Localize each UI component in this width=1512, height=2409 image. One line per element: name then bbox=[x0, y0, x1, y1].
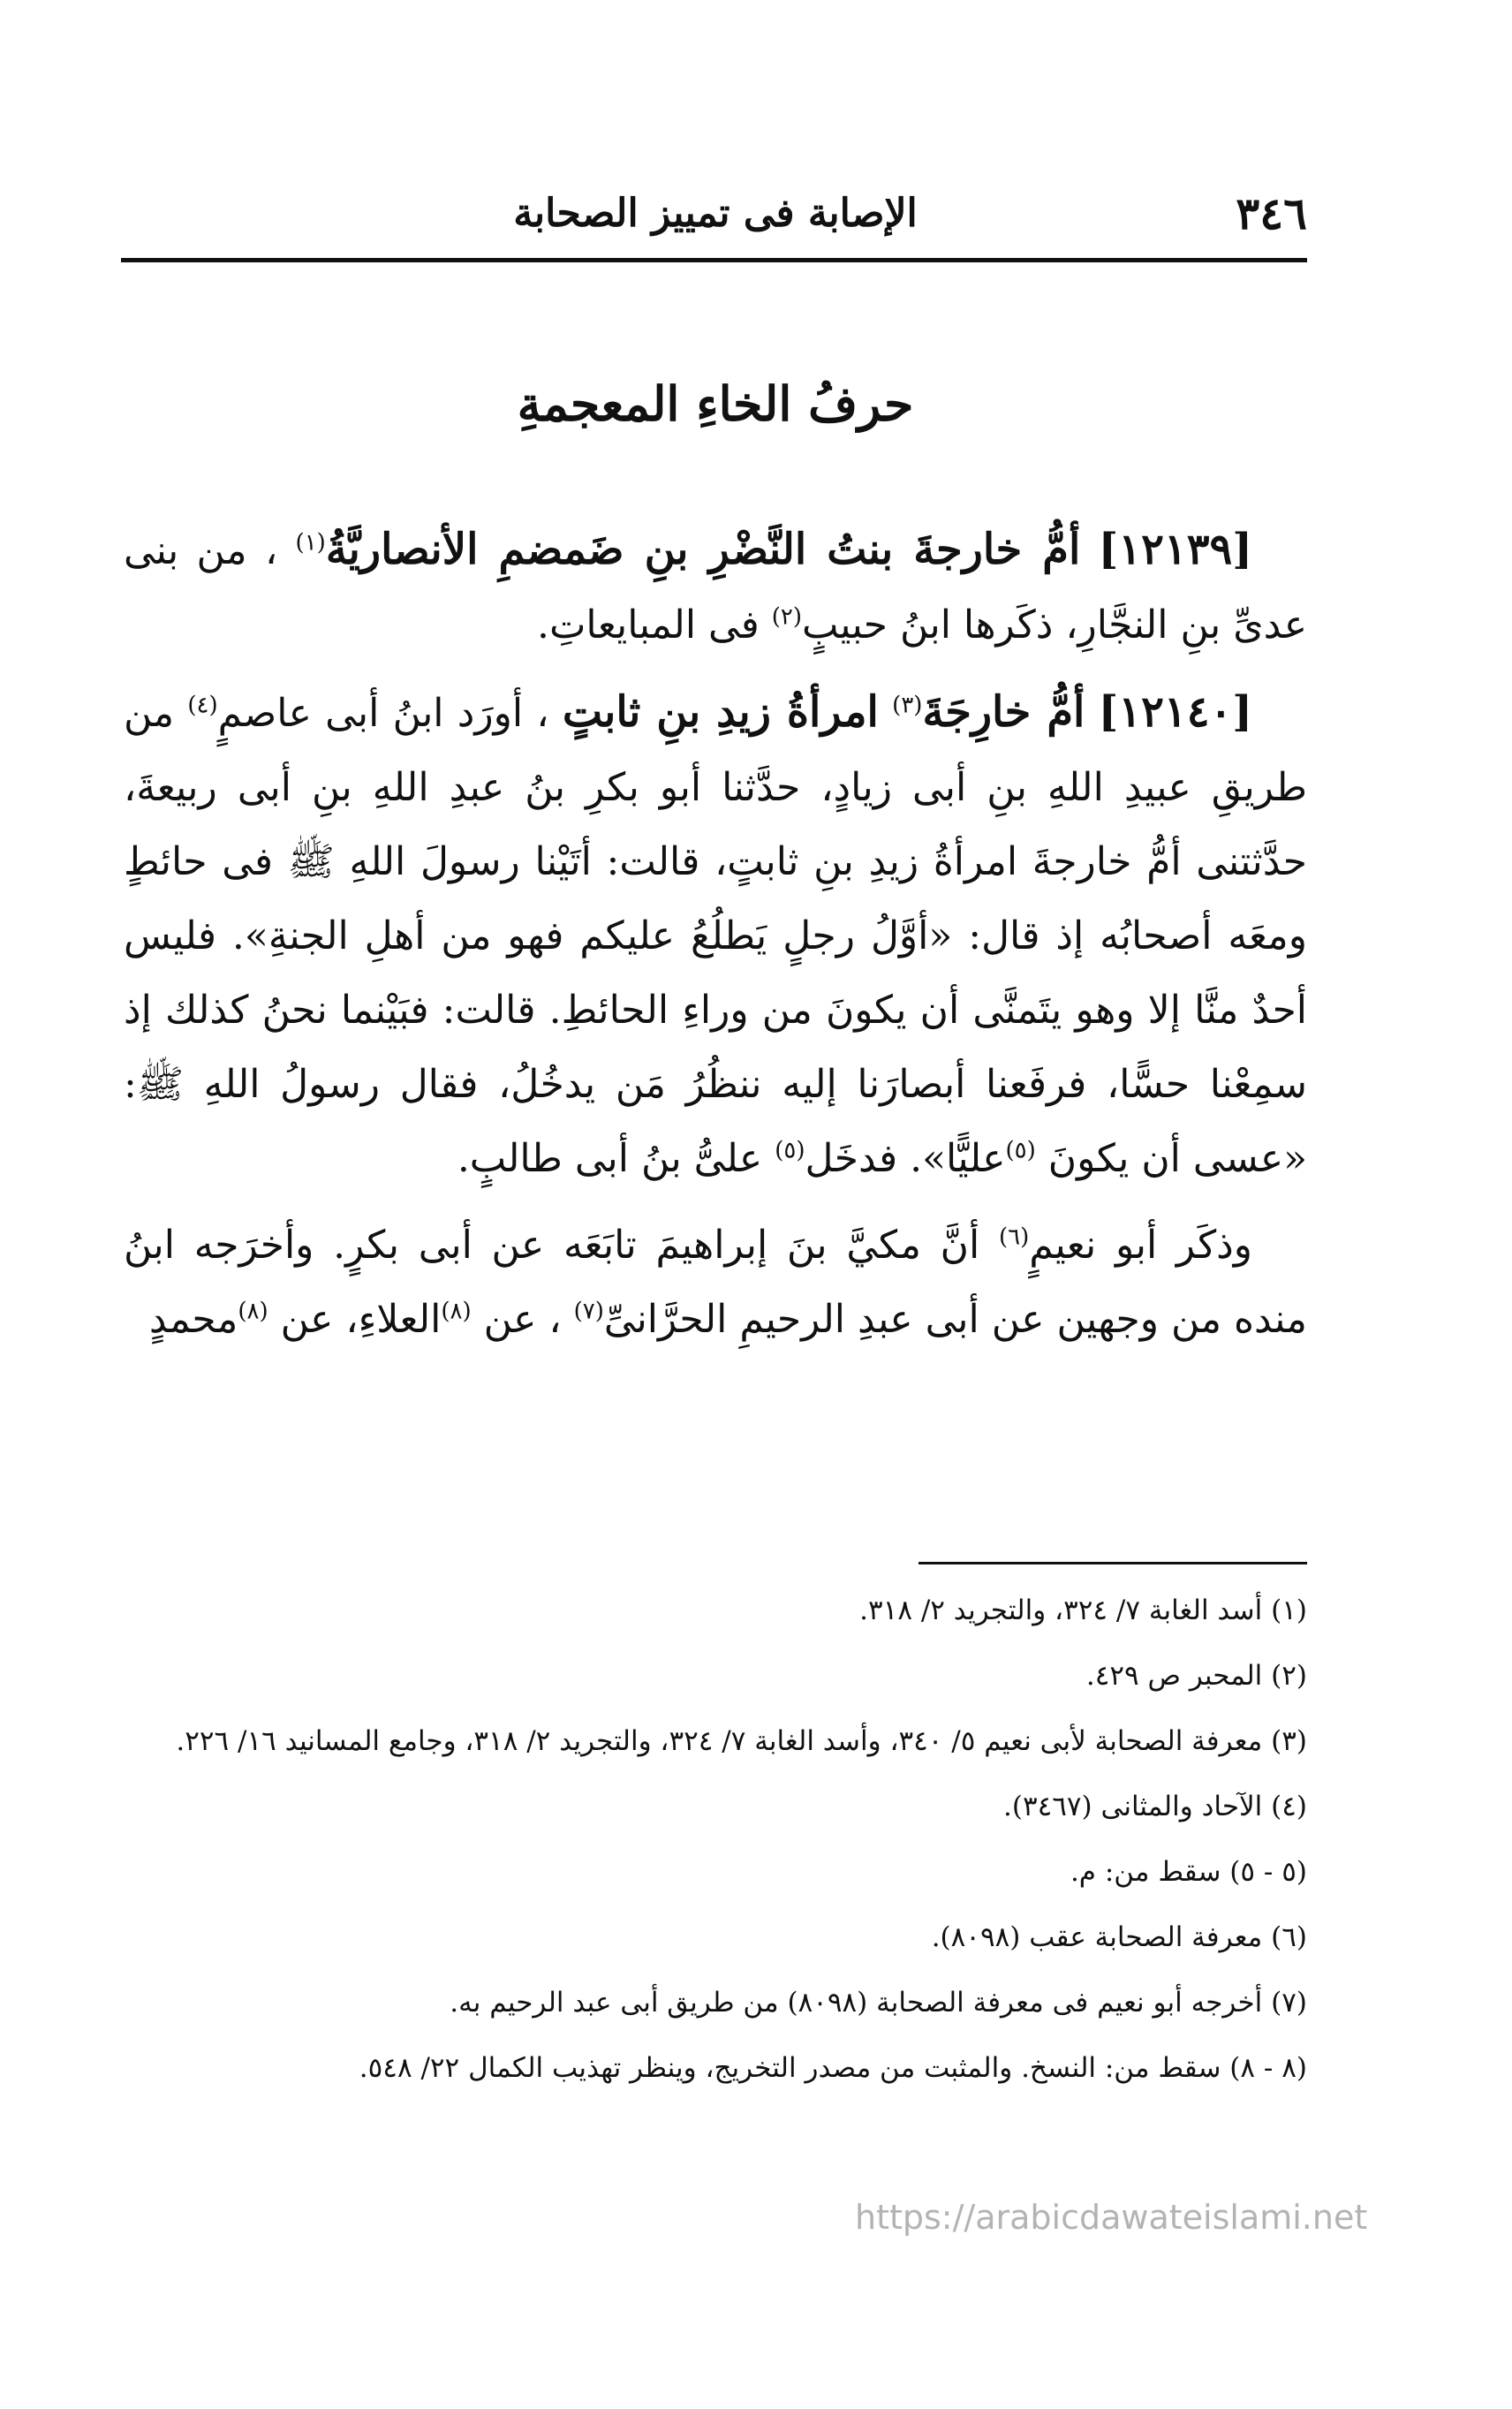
tail-paragraph bbox=[124, 1208, 1307, 1357]
tail-text: وذكَر أبو نعيمٍ bbox=[1029, 1223, 1252, 1268]
footnote: (٨ - ٨) سقط من: النسخ. والمثبت من مصدر التخريج، وينظر تهذيب الكمال ٢٢/ ٥٤٨. bbox=[359, 2052, 1307, 2084]
footnote: (٢) المحبر ص ٤٢٩. bbox=[1085, 1660, 1307, 1692]
section-title: حرفُ الخاءِ المعجمةِ bbox=[517, 375, 914, 432]
footnote-marker: (٥) bbox=[775, 1137, 805, 1164]
footnote: (١) أسد الغابة ٧/ ٣٢٤، والتجريد ٢/ ٣١٨. bbox=[859, 1595, 1307, 1626]
entry-paragraph bbox=[124, 675, 1307, 1196]
tail-text: أنَّ مكيَّ بنَ إبراهيمَ تابَعَه عن أبى بكرٍ. وأخرَجه ابنُ منده من وجهين عن أبى عبدِ الرحيمِ الحرَّانىِّ bbox=[124, 1223, 1307, 1342]
header-rule bbox=[121, 258, 1307, 262]
tail-text: ، عن bbox=[483, 1297, 562, 1342]
footnote-marker: (٢) bbox=[771, 603, 803, 631]
entry-number: [١٢١٣٩] bbox=[1098, 525, 1252, 574]
footnote-marker: (٣) bbox=[892, 692, 923, 719]
footnote-marker: (٤) bbox=[187, 692, 218, 719]
tail-text: العلاءِ، عن bbox=[280, 1297, 442, 1342]
footnote: (٦) معرفة الصحابة عقب (٨٠٩٨). bbox=[931, 1921, 1307, 1953]
page-number: ٣٤٦ bbox=[1236, 187, 1307, 239]
running-title: الإصابة فى تمييز الصحابة bbox=[513, 191, 918, 236]
footnote-marker: (٦) bbox=[998, 1223, 1030, 1251]
entry-text: فى المبايعاتِ. bbox=[537, 602, 760, 648]
footnote-marker: (٧) bbox=[573, 1298, 604, 1325]
footnote: (٣) معرفة الصحابة لأبى نعيم ٥/ ٣٤٠، وأسد الغابة ٧/ ٣٢٤، والتجريد ٢/ ٣١٨، وجامع المسانيد ١٦/ ٢٢٦. bbox=[176, 1725, 1307, 1757]
entry-name-2: امرأةُ زيدِ بنِ ثابتٍ bbox=[562, 687, 879, 737]
main-text bbox=[124, 512, 1307, 1369]
footnote-marker: (٨) bbox=[441, 1298, 472, 1325]
entry-name: أمُّ خارِجَةَ bbox=[922, 687, 1085, 737]
entry-text: عليًّا». فدخَل bbox=[805, 1136, 1006, 1181]
footnote: (٤) الآحاد والمثانى (٣٤٦٧). bbox=[1002, 1791, 1307, 1822]
footnote-marker: (٨) bbox=[238, 1298, 268, 1325]
tail-text: محمدٍ bbox=[148, 1297, 238, 1342]
footnote-marker: (١) bbox=[295, 529, 326, 557]
footnote-rule bbox=[919, 1562, 1307, 1564]
page-header bbox=[124, 187, 1307, 249]
watermark-url: https://arabicdawateislami.net bbox=[855, 2198, 1368, 2237]
footnote: (٥ - ٥) سقط من: م. bbox=[1070, 1856, 1307, 1888]
entry-text: ، أورَد ابنُ أبى عاصمٍ bbox=[217, 691, 549, 736]
entry-number: [١٢١٤٠] bbox=[1098, 687, 1252, 737]
footnotes bbox=[124, 1586, 1307, 2109]
entry-paragraph bbox=[124, 512, 1307, 663]
footnote: (٧) أخرجه أبو نعيم فى معرفة الصحابة (٨٠٩٨) من طريق أبى عبد الرحيم به. bbox=[450, 1987, 1307, 2019]
entry-text: من طريقِ عبيدِ اللهِ بنِ أبى زيادٍ، حدَّثنا أبو بكرِ بنُ عبدِ اللهِ بنِ أبى ربيعةَ، حدَّثتنى أمُّ خارجةَ امرأةُ زيدِ بنِ ثابتٍ، قالت: أتَيْنا رسولَ اللهِ ﷺ فى حائطٍ ومعَه أصحابُه إذ قال: «أوَّلُ رجلٍ يَطلُعُ عليكم فهو من أهلِ الجنةِ». فليس أحدٌ منَّا إلا وهو يتَمنَّى أن يكونَ من وراءِ الحائطِ. قالت: فبَيْنما نحنُ كذلك إذ سمِعْنا حسًّا، فرفَعنا أبصارَنا إليه ننظُرُ مَن يدخُلُ، فقال رسولُ اللهِ ﷺ: «عسى أن يكونَ bbox=[124, 691, 1307, 1181]
footnote-marker: (٥) bbox=[1005, 1137, 1036, 1164]
entry-text: علىُّ بنُ أبى طالبٍ. bbox=[457, 1136, 763, 1181]
entry-text: ، من بنى عدىِّ بنِ النجَّارِ، ذكَرها ابنُ حبيبٍ bbox=[124, 528, 1307, 648]
entry-name: أمُّ خارجةَ بنتُ النَّضْرِ بنِ ضَمضمِ الأنصاريَّةُ bbox=[325, 525, 1081, 574]
